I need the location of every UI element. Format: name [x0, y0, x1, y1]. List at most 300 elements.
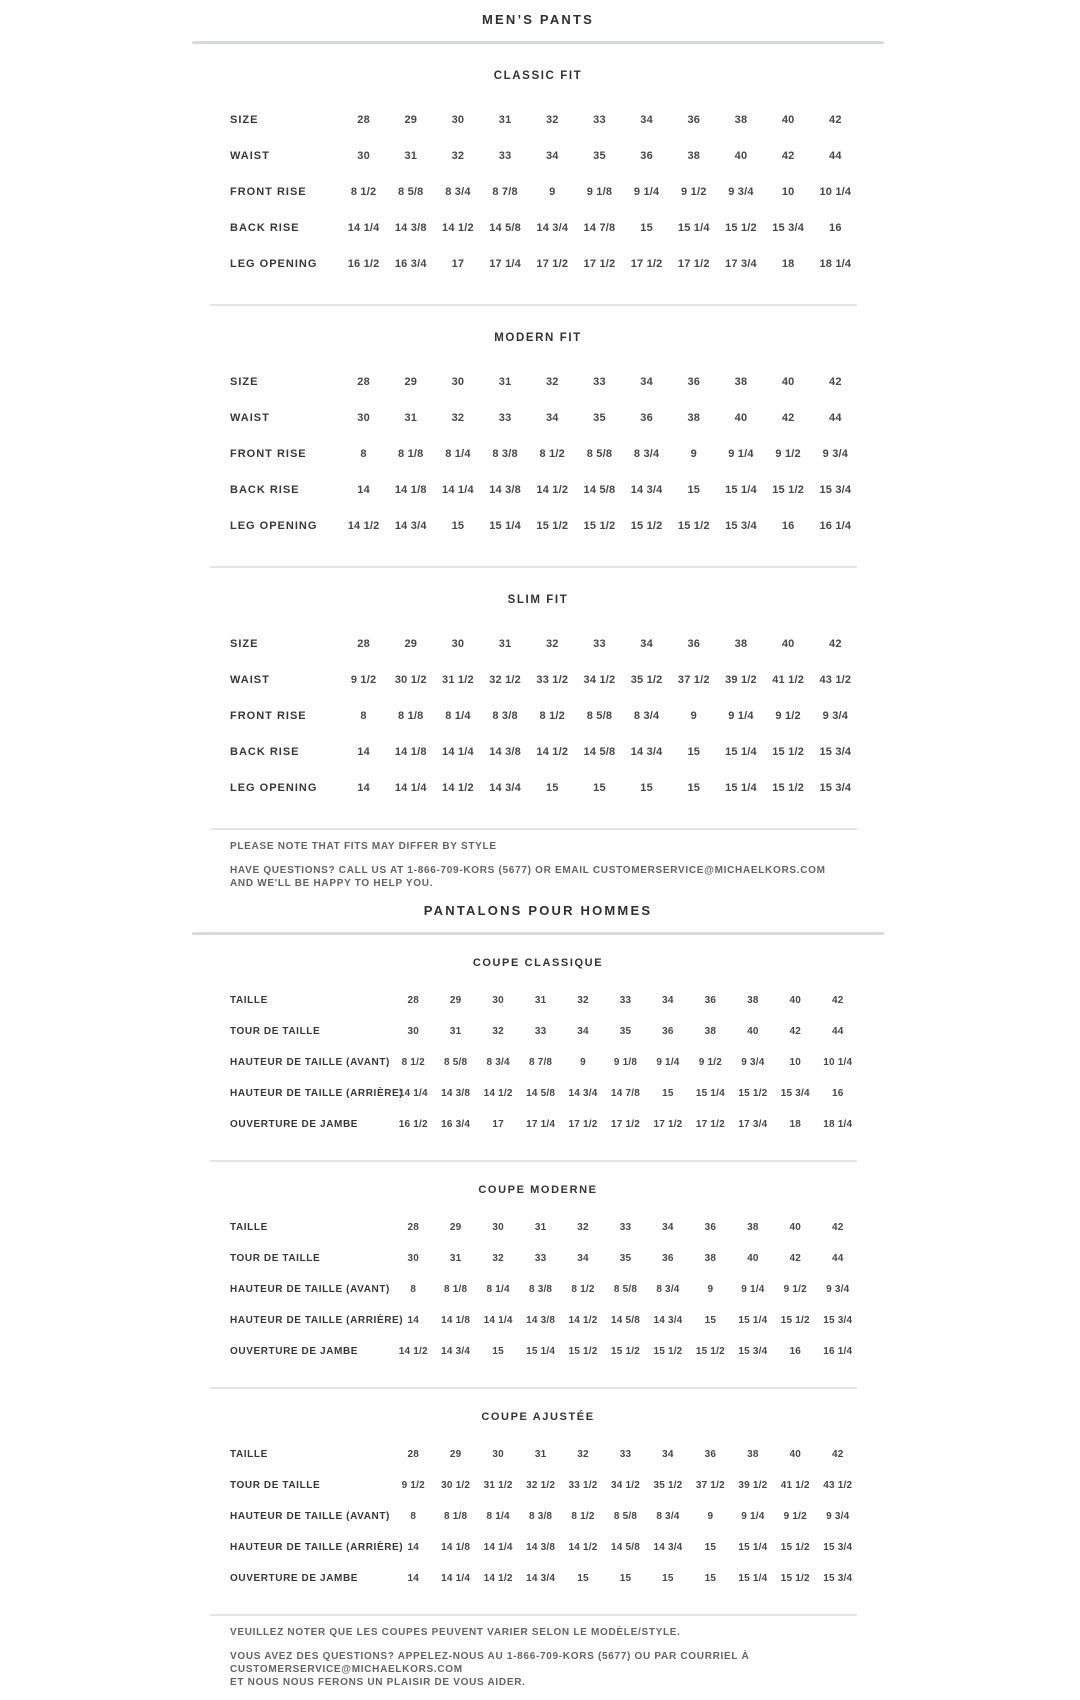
fit-title: MODERN FIT — [494, 332, 582, 344]
size-value: 32 — [492, 1253, 504, 1264]
size-value: 31 1/2 — [483, 1480, 513, 1491]
size-value: 31 — [534, 1449, 547, 1460]
size-value: 8 5/8 — [444, 1057, 468, 1068]
size-value: 15 3/4 — [819, 484, 852, 496]
size-value: 30 — [451, 376, 465, 388]
row-label: SIZE — [230, 638, 259, 650]
size-value: 8 5/8 — [586, 710, 613, 722]
size-value: 8 5/8 — [586, 448, 613, 460]
size-value: 9 1/4 — [741, 1284, 765, 1295]
note-text — [230, 840, 884, 853]
size-value: 15 1/4 — [489, 520, 521, 532]
row-label: BACK RISE — [230, 746, 300, 758]
size-value: 18 1/4 — [823, 1119, 853, 1130]
table-row — [230, 698, 859, 734]
size-value: 16 1/2 — [347, 258, 380, 270]
size-value: 15 1/4 — [526, 1346, 556, 1357]
size-value: 42 — [829, 114, 842, 126]
size-value: 32 — [577, 995, 589, 1006]
size-table — [230, 1212, 859, 1367]
size-value: 15 3/4 — [780, 1088, 810, 1099]
table-row — [230, 1532, 859, 1563]
row-label: TOUR DE TAILLE — [230, 1026, 321, 1037]
size-value: 8 1/4 — [486, 1284, 510, 1295]
size-value: 14 5/8 — [526, 1088, 556, 1099]
tables-french — [192, 935, 884, 1616]
size-value: 15 1/2 — [725, 222, 757, 234]
size-value: 8 — [410, 1284, 417, 1295]
size-value: 9 1/2 — [775, 710, 801, 722]
size-value: 15 1/2 — [568, 1346, 598, 1357]
size-value: 8 5/8 — [613, 1511, 638, 1522]
size-value: 10 1/4 — [819, 186, 852, 198]
row-label: FRONT RISE — [230, 710, 307, 722]
size-value: 36 — [687, 638, 701, 650]
size-value: 17 1/4 — [526, 1119, 556, 1130]
size-value: 15 — [640, 782, 653, 794]
size-value: 17 1/4 — [489, 258, 521, 270]
size-value: 30 — [407, 1026, 419, 1037]
size-value: 8 — [360, 448, 367, 460]
size-value: 30 — [451, 638, 465, 650]
note-text — [230, 864, 884, 890]
tables-english — [192, 44, 884, 830]
size-value: 14 1/2 — [568, 1542, 598, 1553]
size-value: 17 1/2 — [583, 258, 616, 270]
size-value: 17 1/2 — [568, 1119, 598, 1130]
row-label: HAUTEUR DE TAILLE (ARRIÈRE) — [230, 1088, 404, 1099]
size-value: 8 — [360, 710, 367, 722]
size-value: 38 — [704, 1253, 717, 1264]
size-value: 9 1/4 — [633, 186, 660, 198]
size-value: 40 — [734, 412, 748, 424]
size-value: 30 — [492, 1449, 504, 1460]
size-value: 28 — [407, 1222, 419, 1233]
size-value: 16 3/4 — [441, 1119, 471, 1130]
size-value: 29 — [404, 376, 418, 388]
size-value: 38 — [734, 376, 748, 388]
size-value: 15 — [704, 1573, 717, 1584]
size-value: 14 3/4 — [526, 1573, 556, 1584]
size-value: 15 — [662, 1088, 674, 1099]
size-value: 15 1/2 — [610, 1346, 640, 1357]
row-label: LEG OPENING — [230, 520, 318, 532]
size-value: 14 3/8 — [526, 1542, 556, 1553]
size-value: 40 — [781, 638, 795, 650]
size-value: 14 — [407, 1315, 419, 1326]
row-label: HAUTEUR DE TAILLE (ARRIÈRE) — [230, 1315, 404, 1326]
size-value: 9 3/4 — [741, 1057, 765, 1068]
size-value: 36 — [704, 1222, 717, 1233]
size-value: 14 3/4 — [568, 1088, 598, 1099]
size-value: 9 1/8 — [613, 1057, 638, 1068]
size-value: 14 — [357, 782, 370, 794]
size-value: 9 — [690, 448, 697, 460]
table-row — [230, 1501, 859, 1532]
row-label: WAIST — [230, 674, 270, 686]
table-row — [230, 1078, 859, 1109]
size-value: 38 — [747, 1449, 759, 1460]
size-value: 29 — [404, 114, 418, 126]
size-value: 9 1/2 — [401, 1480, 425, 1491]
size-value: 15 1/4 — [695, 1088, 725, 1099]
size-value: 15 1/2 — [772, 484, 805, 496]
size-value: 33 — [498, 150, 512, 162]
size-value: 15 1/4 — [738, 1315, 768, 1326]
size-value: 8 1/4 — [486, 1511, 510, 1522]
size-value: 15 — [492, 1346, 504, 1357]
size-value: 14 3/4 — [441, 1346, 471, 1357]
size-table — [230, 985, 859, 1140]
size-value: 33 1/2 — [568, 1480, 598, 1491]
size-value: 38 — [747, 995, 759, 1006]
size-value: 15 3/4 — [738, 1346, 768, 1357]
size-value: 8 1/2 — [539, 710, 565, 722]
size-guide-content — [192, 0, 884, 1689]
size-value: 15 — [687, 484, 701, 496]
size-value: 14 1/2 — [398, 1346, 428, 1357]
size-value: 32 — [492, 1026, 504, 1037]
size-value: 14 1/8 — [394, 746, 427, 758]
table-row — [230, 1212, 859, 1243]
size-value: 9 — [707, 1511, 714, 1522]
size-value: 38 — [687, 150, 701, 162]
size-value: 28 — [357, 638, 370, 650]
size-value: 15 3/4 — [725, 520, 757, 532]
size-value: 31 — [498, 376, 512, 388]
row-label: OUVERTURE DE JAMBE — [230, 1573, 359, 1584]
size-value: 9 1/8 — [586, 186, 613, 198]
size-value: 35 1/2 — [653, 1480, 683, 1491]
table-row — [230, 472, 859, 508]
size-value: 34 — [640, 638, 653, 650]
page-title: MEN’S PANTS — [481, 12, 595, 27]
size-value: 8 5/8 — [398, 186, 424, 198]
size-value: 15 1/2 — [677, 520, 710, 532]
size-value: 10 1/4 — [823, 1057, 853, 1068]
table-row — [230, 364, 859, 400]
row-label: HAUTEUR DE TAILLE (ARRIÈRE) — [230, 1542, 404, 1553]
size-value: 14 3/4 — [653, 1542, 683, 1553]
size-value: 29 — [449, 1449, 462, 1460]
size-value: 31 — [404, 412, 418, 424]
size-value: 30 — [451, 114, 465, 126]
size-value: 8 1/2 — [571, 1511, 595, 1522]
row-label: LEG OPENING — [230, 258, 318, 270]
row-label: TAILLE — [230, 1222, 268, 1233]
size-value: 10 — [781, 186, 795, 198]
table-row — [230, 1563, 859, 1594]
size-value: 14 5/8 — [610, 1315, 640, 1326]
size-value: 33 — [534, 1253, 547, 1264]
size-value: 9 3/4 — [728, 186, 754, 198]
size-value: 15 1/2 — [780, 1542, 810, 1553]
page-title-french: PANTALONS POUR HOMMES — [423, 903, 653, 918]
size-value: 15 1/2 — [653, 1346, 683, 1357]
size-value: 35 1/2 — [630, 674, 663, 686]
row-label: TOUR DE TAILLE — [230, 1253, 321, 1264]
size-value: 15 3/4 — [772, 222, 805, 234]
size-value: 14 3/8 — [526, 1315, 556, 1326]
size-value: 31 — [404, 150, 418, 162]
size-value: 15 3/4 — [819, 782, 852, 794]
size-value: 34 — [662, 995, 674, 1006]
size-value: 38 — [687, 412, 701, 424]
size-value: 36 — [662, 1253, 674, 1264]
size-value: 9 1/2 — [681, 186, 707, 198]
size-value: 10 — [789, 1057, 802, 1068]
size-value: 8 — [410, 1511, 417, 1522]
size-value: 36 — [640, 150, 653, 162]
size-value: 9 1/4 — [728, 710, 754, 722]
row-label: WAIST — [230, 150, 270, 162]
row-label: OUVERTURE DE JAMBE — [230, 1346, 359, 1357]
size-value: 31 — [534, 995, 547, 1006]
size-value: 9 3/4 — [826, 1284, 850, 1295]
note-line: HAVE QUESTIONS? CALL US AT 1-866-709-KORS (5677) OR EMAIL CUSTOMERSERVICE@MICHAELKORS.COM — [230, 865, 826, 876]
size-value: 9 — [690, 710, 697, 722]
size-value: 17 1/2 — [536, 258, 569, 270]
size-value: 32 — [451, 150, 465, 162]
size-value: 33 — [619, 995, 632, 1006]
table-row — [230, 734, 859, 770]
size-value: 15 1/2 — [536, 520, 569, 532]
note-text — [230, 1626, 884, 1639]
size-value: 33 — [593, 376, 606, 388]
size-value: 38 — [734, 114, 748, 126]
size-value: 42 — [781, 150, 795, 162]
size-value: 40 — [747, 1026, 759, 1037]
size-value: 40 — [747, 1253, 759, 1264]
fit-title: CLASSIC FIT — [493, 70, 583, 82]
size-value: 32 — [577, 1449, 589, 1460]
size-value: 8 3/8 — [528, 1511, 553, 1522]
note-line: VOUS AVEZ DES QUESTIONS? APPELEZ-NOUS AU 1-866-709-KORS (5677) OU PAR COURRIEL À CUSTOMERSERVICE@MICHAELKORS.COM — [230, 1651, 750, 1675]
size-value: 15 1/4 — [738, 1542, 768, 1553]
table-row — [230, 508, 859, 544]
size-value: 14 3/4 — [536, 222, 569, 234]
size-value: 34 — [662, 1449, 674, 1460]
size-value: 16 — [832, 1088, 844, 1099]
size-value: 31 — [449, 1253, 462, 1264]
size-value: 14 1/4 — [398, 1088, 428, 1099]
size-value: 33 — [619, 1222, 632, 1233]
note-line: AND WE'LL BE HAPPY TO HELP YOU. — [230, 878, 434, 889]
size-value: 14 1/2 — [347, 520, 380, 532]
size-value: 18 — [789, 1119, 802, 1130]
table-row — [230, 246, 859, 282]
size-value: 8 3/4 — [486, 1057, 510, 1068]
size-value: 29 — [449, 1222, 462, 1233]
size-value: 15 — [640, 222, 653, 234]
size-table — [230, 626, 859, 806]
size-value: 42 — [781, 412, 795, 424]
size-value: 15 1/2 — [772, 782, 805, 794]
size-value: 8 3/8 — [492, 710, 518, 722]
size-value: 32 1/2 — [489, 674, 521, 686]
size-value: 30 — [357, 412, 370, 424]
size-value: 14 — [407, 1573, 419, 1584]
size-value: 34 — [640, 114, 653, 126]
size-value: 41 1/2 — [772, 674, 805, 686]
row-label: SIZE — [230, 114, 259, 126]
size-value: 35 — [593, 150, 606, 162]
size-value: 40 — [781, 376, 795, 388]
row-label: TOUR DE TAILLE — [230, 1480, 321, 1491]
size-value: 43 1/2 — [823, 1480, 853, 1491]
size-value: 8 3/8 — [528, 1284, 553, 1295]
table-row — [230, 1243, 859, 1274]
size-value: 34 1/2 — [610, 1480, 640, 1491]
size-value: 15 — [619, 1573, 632, 1584]
size-value: 15 1/4 — [677, 222, 710, 234]
size-value: 15 — [704, 1542, 717, 1553]
size-value: 15 1/2 — [695, 1346, 725, 1357]
size-table — [230, 102, 859, 282]
size-value: 8 1/8 — [444, 1284, 468, 1295]
row-label: HAUTEUR DE TAILLE (AVANT) — [230, 1284, 390, 1295]
size-value: 14 1/2 — [483, 1573, 513, 1584]
size-value: 28 — [407, 995, 419, 1006]
fit-title: SLIM FIT — [507, 594, 569, 606]
note-line: VEUILLEZ NOTER QUE LES COUPES PEUVENT VARIER SELON LE MODÈLE/STYLE. — [230, 1627, 681, 1638]
size-value: 15 1/2 — [738, 1088, 768, 1099]
size-value: 31 — [449, 1026, 462, 1037]
size-value: 14 3/4 — [489, 782, 521, 794]
size-value: 42 — [829, 376, 842, 388]
size-value: 8 1/2 — [539, 448, 565, 460]
size-value: 28 — [407, 1449, 419, 1460]
size-value: 16 1/2 — [398, 1119, 428, 1130]
size-value: 14 1/2 — [568, 1315, 598, 1326]
size-table — [230, 1439, 859, 1594]
row-label: FRONT RISE — [230, 186, 307, 198]
size-value: 17 3/4 — [725, 258, 757, 270]
size-value: 16 1/4 — [823, 1346, 853, 1357]
size-value: 15 — [704, 1315, 717, 1326]
row-label: WAIST — [230, 412, 270, 424]
size-value: 8 1/2 — [401, 1057, 425, 1068]
size-value: 38 — [704, 1026, 717, 1037]
size-value: 28 — [357, 114, 370, 126]
size-value: 34 — [577, 1026, 589, 1037]
table-row — [230, 662, 859, 698]
size-value: 14 1/8 — [441, 1542, 471, 1553]
size-value: 8 1/8 — [398, 710, 424, 722]
size-value: 8 1/4 — [445, 710, 471, 722]
size-value: 14 1/2 — [483, 1088, 513, 1099]
section-mens-pants — [192, 12, 884, 890]
size-value: 8 3/4 — [633, 710, 660, 722]
size-value: 37 1/2 — [695, 1480, 725, 1491]
size-value: 9 3/4 — [822, 448, 849, 460]
size-value: 40 — [789, 1222, 802, 1233]
size-value: 17 1/2 — [610, 1119, 640, 1130]
size-value: 9 3/4 — [826, 1511, 850, 1522]
size-value: 35 — [593, 412, 606, 424]
size-value: 14 1/4 — [483, 1315, 513, 1326]
size-value: 15 1/2 — [583, 520, 616, 532]
size-value: 14 5/8 — [610, 1542, 640, 1553]
size-value: 42 — [829, 638, 842, 650]
size-value: 15 1/4 — [725, 782, 757, 794]
size-value: 15 3/4 — [819, 746, 852, 758]
size-value: 30 — [492, 1222, 504, 1233]
size-value: 8 1/8 — [444, 1511, 468, 1522]
table-row — [230, 1305, 859, 1336]
size-value: 14 3/8 — [489, 484, 521, 496]
size-value: 8 3/4 — [633, 448, 660, 460]
size-value: 17 3/4 — [738, 1119, 768, 1130]
size-value: 9 1/2 — [775, 448, 801, 460]
size-value: 18 — [781, 258, 795, 270]
size-value: 36 — [687, 376, 701, 388]
size-value: 32 — [545, 376, 559, 388]
table-row — [230, 1336, 859, 1367]
size-value: 8 5/8 — [613, 1284, 638, 1295]
size-value: 17 — [451, 258, 465, 270]
size-value: 44 — [829, 412, 842, 424]
size-value: 36 — [704, 995, 717, 1006]
size-value: 15 1/4 — [738, 1573, 768, 1584]
size-value: 42 — [832, 1222, 844, 1233]
size-value: 30 1/2 — [441, 1480, 471, 1491]
size-value: 9 — [707, 1284, 714, 1295]
size-value: 29 — [449, 995, 462, 1006]
size-value: 40 — [789, 1449, 802, 1460]
table-row — [230, 985, 859, 1016]
size-value: 35 — [619, 1253, 632, 1264]
size-value: 31 — [498, 638, 512, 650]
table-row — [230, 400, 859, 436]
row-label: LEG OPENING — [230, 782, 318, 794]
size-value: 14 1/4 — [483, 1542, 513, 1553]
size-value: 42 — [789, 1026, 802, 1037]
size-value: 30 — [407, 1253, 419, 1264]
size-value: 14 5/8 — [583, 484, 616, 496]
row-label: BACK RISE — [230, 222, 300, 234]
size-value: 30 — [357, 150, 370, 162]
size-value: 8 7/8 — [492, 186, 518, 198]
size-value: 8 1/2 — [571, 1284, 595, 1295]
size-value: 34 — [577, 1253, 589, 1264]
size-value: 15 — [545, 782, 559, 794]
size-value: 8 1/8 — [398, 448, 424, 460]
size-value: 36 — [662, 1026, 674, 1037]
size-value: 30 1/2 — [394, 674, 427, 686]
size-value: 14 1/2 — [536, 484, 569, 496]
note-line: ET NOUS NOUS FERONS UN PLAISIR DE VOUS AIDER. — [230, 1677, 526, 1688]
size-value: 32 — [451, 412, 465, 424]
size-value: 15 1/2 — [772, 746, 805, 758]
size-value: 8 1/4 — [445, 448, 471, 460]
size-value: 14 1/4 — [394, 782, 427, 794]
size-value: 15 — [593, 782, 606, 794]
size-value: 8 7/8 — [528, 1057, 553, 1068]
size-value: 42 — [789, 1253, 802, 1264]
size-value: 14 — [357, 484, 370, 496]
size-value: 40 — [781, 114, 795, 126]
size-value: 30 — [492, 995, 504, 1006]
size-value: 15 — [451, 520, 465, 532]
size-value: 40 — [734, 150, 748, 162]
size-value: 14 1/4 — [347, 222, 380, 234]
size-value: 16 — [829, 222, 842, 234]
size-value: 15 1/2 — [630, 520, 663, 532]
size-value: 15 3/4 — [823, 1573, 853, 1584]
row-label: TAILLE — [230, 995, 268, 1006]
table-row — [230, 436, 859, 472]
